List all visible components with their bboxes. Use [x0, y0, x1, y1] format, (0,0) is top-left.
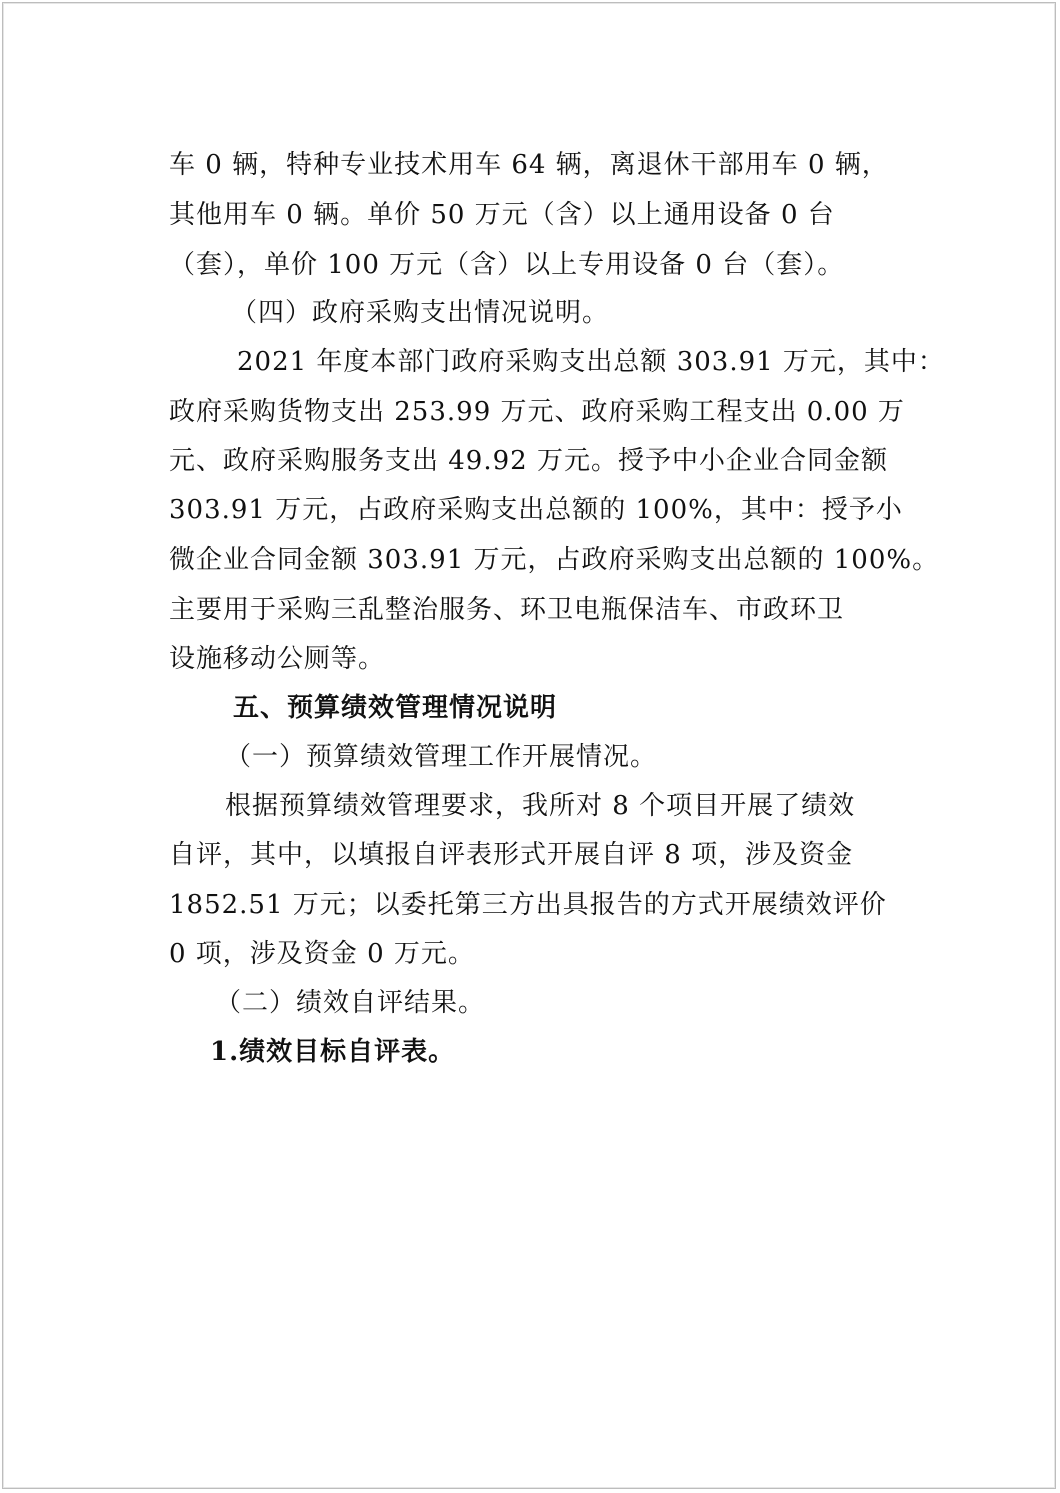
text-line: （套），单价 100 万元（含）以上专用设备 0 台（套）。 [169, 250, 845, 280]
text-line: 自评，其中，以填报自评表形式开展自评 8 项，涉及资金 [169, 840, 854, 870]
text-line: 1852.51 万元；以委托第三方出具报告的方式开展绩效评价 [169, 890, 887, 920]
text-line: 政府采购货物支出 253.99 万元、政府采购工程支出 0.00 万 [169, 397, 905, 427]
text-line: 设施移动公厕等。 [169, 644, 386, 674]
text-line: 2021 年度本部门政府采购支出总额 303.91 万元，其中： [237, 347, 945, 377]
section-heading: 五、预算绩效管理情况说明 [233, 693, 558, 723]
text-line: 303.91 万元，占政府采购支出总额的 100%，其中：授予小 [169, 495, 903, 525]
section-subheading: （一）预算绩效管理工作开展情况。 [225, 742, 658, 772]
item-heading: 1.绩效目标自评表。 [210, 1037, 456, 1067]
text-line: 0 项，涉及资金 0 万元。 [169, 939, 475, 969]
text-line: 其他用车 0 辆。单价 50 万元（含）以上通用设备 0 台 [169, 200, 835, 230]
text-line: 车 0 辆，特种专业技术用车 64 辆，离退休干部用车 0 辆， [169, 150, 889, 180]
text-line: 主要用于采购三乱整治服务、环卫电瓶保洁车、市政环卫 [169, 595, 845, 625]
document-page [2, 2, 1056, 1489]
section-subheading: （四）政府采购支出情况说明。 [231, 298, 610, 328]
text-line: 元、政府采购服务支出 49.92 万元。授予中小企业合同金额 [169, 446, 888, 476]
section-subheading: （二）绩效自评结果。 [215, 988, 486, 1018]
text-line: 微企业合同金额 303.91 万元，占政府采购支出总额的 100%。 [169, 545, 940, 575]
text-line: 根据预算绩效管理要求，我所对 8 个项目开展了绩效 [225, 791, 856, 821]
